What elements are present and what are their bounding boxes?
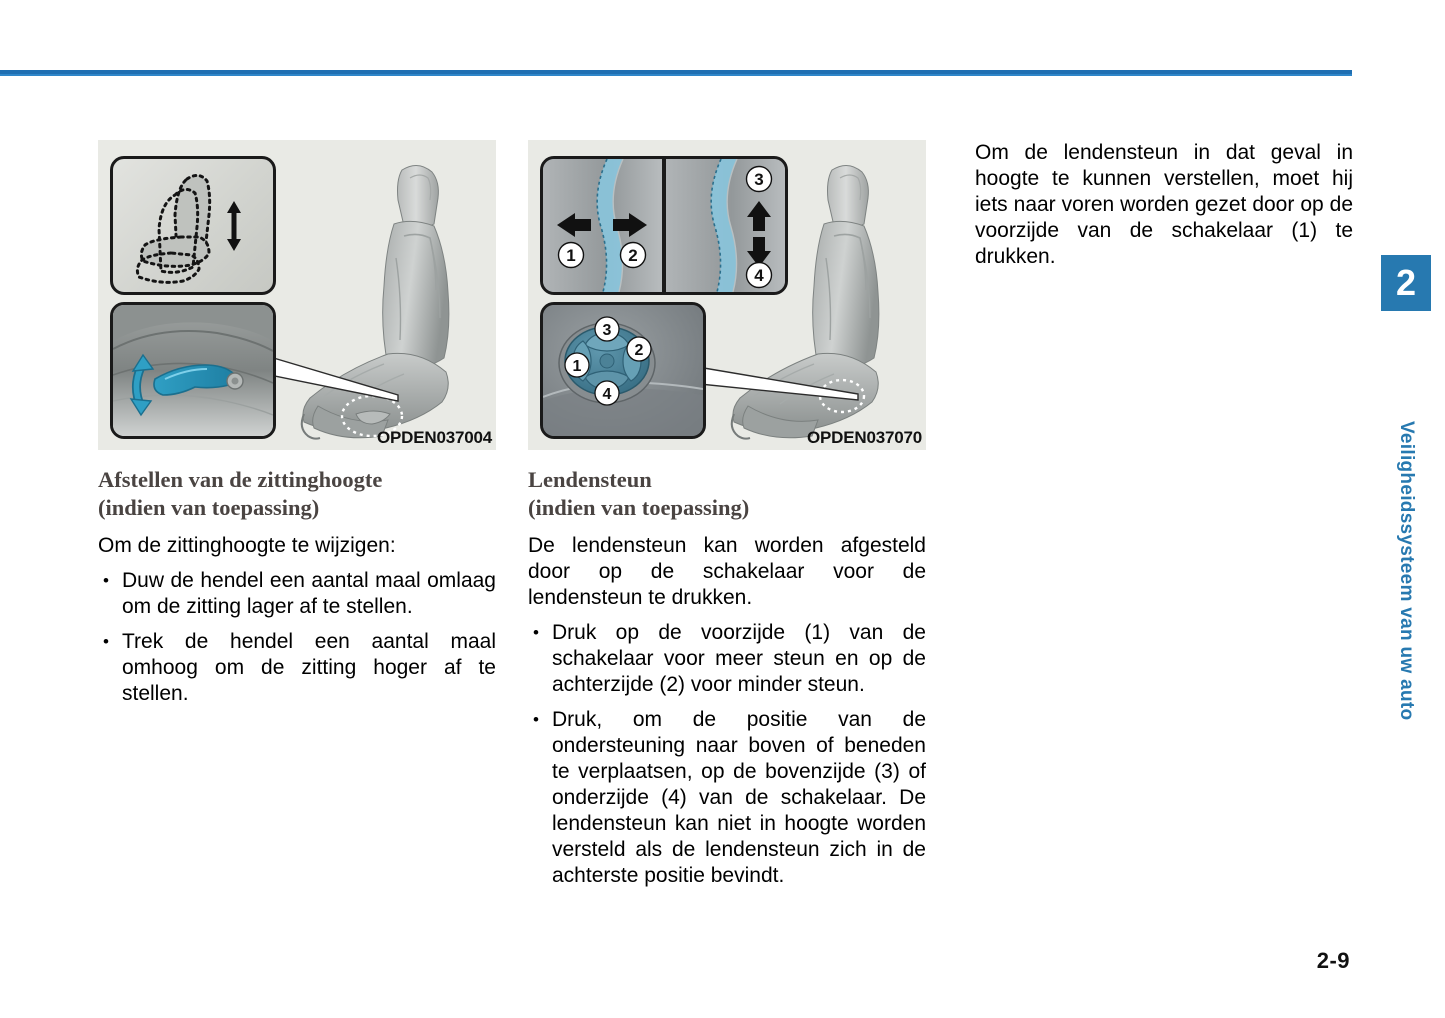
svg-text:3: 3 (602, 322, 612, 339)
callout-4 (595, 381, 619, 405)
svg-text:2: 2 (628, 246, 638, 265)
section-heading-left (98, 466, 496, 522)
lumbar-direction-pictograms (540, 156, 788, 295)
lumbar-switch-photo (540, 302, 706, 439)
heading-line-1: Lendensteun (528, 467, 652, 492)
callout-1 (565, 353, 589, 377)
intro-paragraph-middle: De lendensteun kan worden afgesteld door op de schakelaar voor de lendensteun te drukken. (528, 534, 926, 609)
svg-text:2: 2 (634, 342, 644, 359)
right-paragraph: Om de lendensteun in dat geval in hoogte te kunnen verstellen, moet hij iets naar voren worden gezet door op de voorzijde van de schakelaar (1) te drukken. (975, 141, 1353, 268)
svg-text:4: 4 (602, 386, 612, 403)
column-left (98, 140, 496, 707)
column-right (975, 140, 1353, 270)
callout-2 (627, 337, 651, 361)
seat-height-pictogram (110, 156, 276, 295)
header-rule (0, 70, 1352, 76)
figure-code: OPDEN037070 (807, 428, 922, 447)
seat-height-figure (98, 140, 496, 450)
chapter-title: Veiligheidssysteem van uw auto (1396, 421, 1417, 721)
callout-3 (595, 317, 619, 341)
callout-4 (747, 263, 772, 288)
bullet-list-left (98, 568, 496, 707)
callout-1 (559, 243, 584, 268)
svg-text:4: 4 (754, 266, 764, 285)
list-item: • Trek de hendel een aantal maal omhoog om de zitting hoger af te stellen. (98, 629, 496, 707)
column-middle (528, 140, 926, 889)
callout-3 (747, 167, 772, 192)
figure-code: OPDEN037004 (377, 428, 492, 447)
svg-text:1: 1 (566, 246, 576, 265)
callout-2 (621, 243, 646, 268)
seat-height-lever-photo (110, 302, 276, 439)
heading-line-2: (indien van toepassing) (98, 495, 320, 520)
section-heading-middle (528, 466, 926, 522)
bullet-list-middle (528, 620, 926, 889)
chapter-tab (1381, 255, 1431, 721)
intro-paragraph-left: Om de zittinghoogte te wijzigen: (98, 534, 396, 557)
heading-line-1: Afstellen van de zittinghoogte (98, 467, 383, 492)
heading-line-2: (indien van toepassing) (528, 495, 750, 520)
svg-text:3: 3 (754, 170, 764, 189)
up-down-arrow-icon (227, 201, 241, 251)
list-item: • Druk op de voorzijde (1) van de schakelaar voor meer steun en op de achterzijde (2) voor minder steun. (528, 620, 926, 698)
list-item: • Druk, om de positie van de ondersteuning naar boven of beneden te verplaatsen, op de bovenzijde (3) of onderzijde (4) van de schakelaar. De lendensteun kan niet in hoogte worden versteld als de lendensteun zich in de achterste positie bevindt. (528, 707, 926, 889)
lumbar-support-figure (528, 140, 926, 450)
list-item: • Duw de hendel een aantal maal omlaag om de zitting lager af te stellen. (98, 568, 496, 620)
svg-text:1: 1 (572, 358, 582, 375)
chapter-number: 2 (1381, 255, 1431, 311)
page-number: 2‑9 (1316, 948, 1350, 973)
